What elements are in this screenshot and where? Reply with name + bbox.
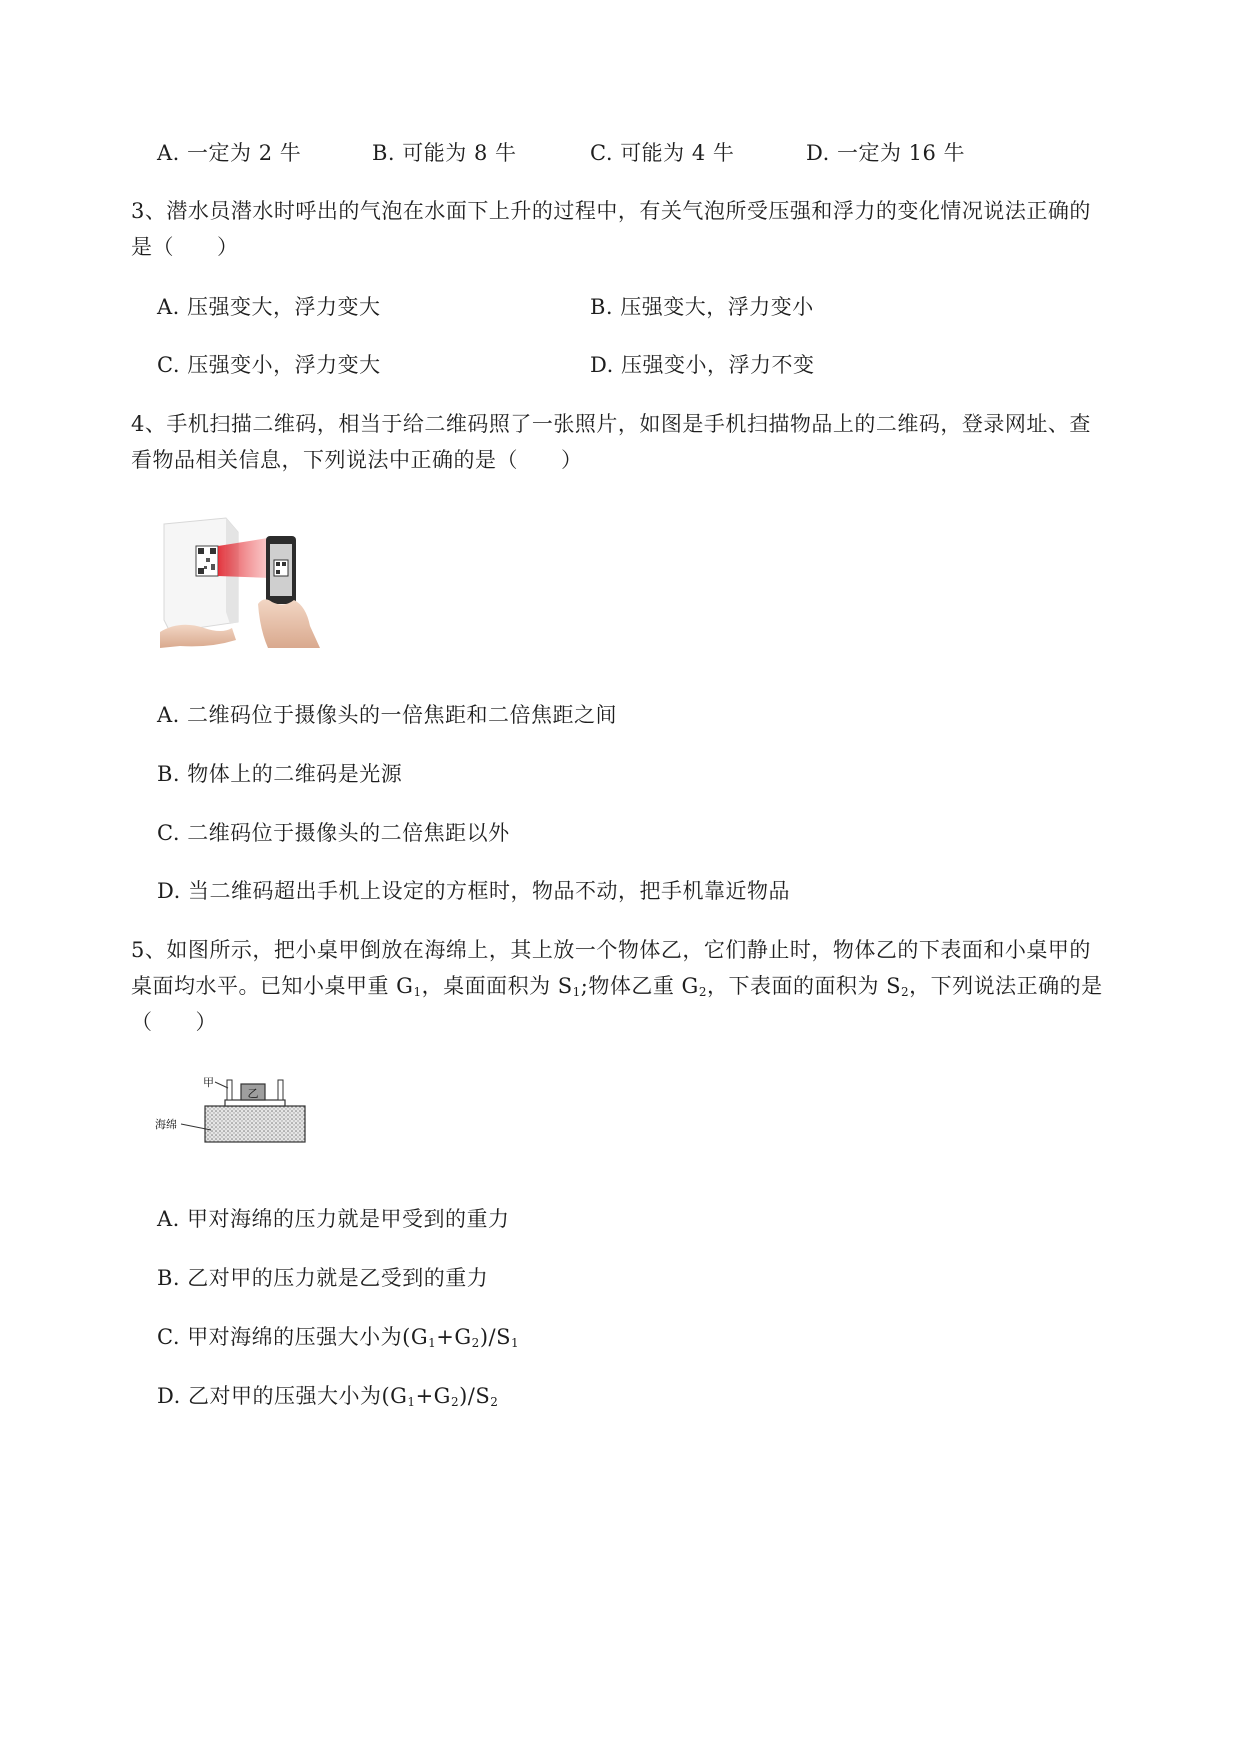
option-letter: C.	[157, 1325, 180, 1349]
q2-option-b[interactable]	[372, 138, 517, 168]
q5-option-d[interactable]	[157, 1381, 498, 1417]
q5-option-b[interactable]	[157, 1263, 488, 1293]
option-letter: A.	[157, 295, 180, 319]
option-letter: D.	[157, 879, 181, 903]
option-letter: B.	[372, 141, 396, 165]
q5-stem-line1: 5、如图所示，把小桌甲倒放在海绵上，其上放一个物体乙，它们静止时，物体乙的下表面和小桌甲的	[131, 938, 1091, 962]
q2-option-c[interactable]	[590, 138, 734, 168]
label-sponge: 海绵	[155, 1118, 177, 1131]
q2-option-d[interactable]	[806, 138, 965, 168]
q4-option-c[interactable]	[157, 818, 510, 848]
q3-option-d[interactable]	[590, 350, 814, 380]
option-text: 物体上的二维码是光源	[187, 762, 403, 786]
option-letter: A.	[157, 1207, 180, 1231]
option-text: 可能为 8 牛	[402, 141, 517, 165]
q4-stem-line2: 看物品相关信息，下列说法中正确的是（ ）	[131, 448, 583, 472]
q3-option-b[interactable]	[590, 292, 814, 322]
q4-option-d[interactable]	[157, 876, 790, 906]
label-yi: 乙	[247, 1087, 259, 1100]
q3-stem-line1: 3、潜水员潜水时呼出的气泡在水面下上升的过程中，有关气泡所受压强和浮力的变化情况说法正确的	[131, 199, 1091, 223]
option-text: 乙对甲的压力就是乙受到的重力	[187, 1266, 489, 1290]
option-text: 可能为 4 牛	[620, 141, 735, 165]
option-text: 二维码位于摄像头的二倍焦距以外	[187, 821, 510, 845]
option-letter: A.	[157, 703, 180, 727]
q3-option-c[interactable]	[157, 350, 381, 380]
option-letter: C.	[590, 141, 613, 165]
q5-option-a[interactable]	[157, 1204, 510, 1234]
option-letter: C.	[157, 353, 180, 377]
table-sponge-figure	[155, 1074, 307, 1146]
label-jia: 甲	[203, 1076, 214, 1089]
option-letter: B.	[157, 762, 181, 786]
q2-option-a[interactable]	[157, 138, 301, 168]
option-letter: D.	[590, 353, 614, 377]
option-text: 甲对海绵的压强大小为$(G_1+G_2)/S_1$	[187, 1325, 520, 1350]
option-letter: D.	[806, 141, 830, 165]
option-text: 压强变大，浮力变小	[620, 295, 814, 319]
qr-scan-figure	[160, 516, 324, 648]
q4-stem-line1: 4、手机扫描二维码，相当于给二维码照了一张照片，如图是手机扫描物品上的二维码，登录网址、查	[131, 412, 1091, 436]
q3-stem-line2: 是（ ）	[131, 235, 239, 259]
q3-option-a[interactable]	[157, 292, 381, 322]
option-text: 甲对海绵的压力就是甲受到的重力	[187, 1207, 510, 1231]
option-letter: B.	[590, 295, 614, 319]
q5-stem-line3: （ ）	[131, 1010, 217, 1034]
table-sponge-diagram	[155, 1074, 307, 1146]
option-text: 二维码位于摄像头的一倍焦距和二倍焦距之间	[187, 703, 618, 727]
option-text: 当二维码超出手机上设定的方框时，物品不动，把手机靠近物品	[187, 879, 790, 903]
option-text: 一定为 2 牛	[187, 141, 302, 165]
option-text: 压强变小，浮力不变	[620, 353, 815, 377]
q4-option-a[interactable]	[157, 700, 617, 730]
option-text: 乙对甲的压强大小为$(G_1+G_2)/S_2$	[187, 1384, 499, 1409]
qr-scan-illustration	[160, 516, 324, 648]
option-text: 一定为 16 牛	[836, 141, 966, 165]
option-letter: D.	[157, 1384, 181, 1408]
option-letter: C.	[157, 821, 180, 845]
option-text: 压强变大，浮力变大	[187, 295, 381, 319]
option-text: 压强变小，浮力变大	[187, 353, 381, 377]
q4-option-b[interactable]	[157, 759, 402, 789]
option-letter: A.	[157, 141, 180, 165]
option-letter: B.	[157, 1266, 181, 1290]
q5-stem-line2: 桌面均水平。已知小桌甲重 $G_1$，桌面面积为 $S_1$;物体乙重 $G_2$，下表面的面积为 $S_2$，下列说法正确的是	[131, 974, 1103, 999]
q5-option-c[interactable]	[157, 1322, 519, 1358]
